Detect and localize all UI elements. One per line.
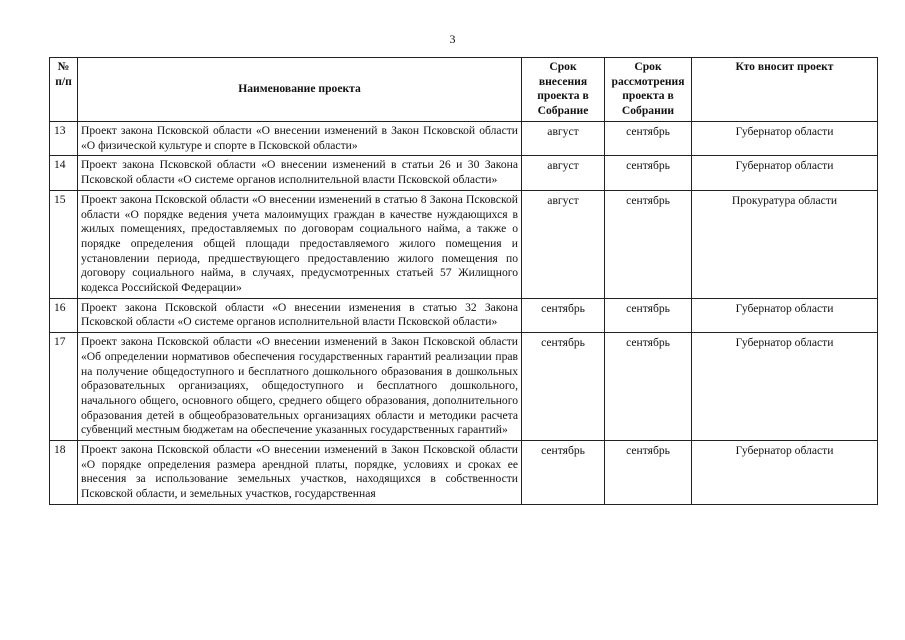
row-num: 15: [50, 190, 78, 298]
row-project-name: Проект закона Псковской области «О внесении изменений в Закон Псковской области «О порядке определения размера арендной платы, порядке, условиях и сроках ее внесения за использование земельных участков, находящихся в собственности Псковской области, и земельных участков, государственная: [78, 441, 522, 505]
row-review-deadline: сентябрь: [605, 190, 692, 298]
row-submit-deadline: август: [522, 156, 605, 190]
row-review-deadline: сентябрь: [605, 333, 692, 441]
row-project-name: Проект закона Псковской области «О внесении изменений в статьи 26 и 30 Закона Псковской области «О системе органов исполнительной власти Псковской области»: [78, 156, 522, 190]
legislative-plan-table: [49, 57, 878, 505]
row-num: 14: [50, 156, 78, 190]
row-submit-deadline: сентябрь: [522, 298, 605, 332]
row-project-name: Проект закона Псковской области «О внесении изменений в статью 8 Закона Псковской области «О порядке ведения учета малоимущих граждан в качестве нуждающихся в жилых помещениях, предоставляемых по договорам социального найма, а также о порядке определения общей площади предоставляемого жилого помещения и установлении периода, предшествующего предоставлению жилого помещения по договору социального найма, в случаях, предусмотренных статьей 57 Жилищного кодекса Российской Федерации»: [78, 190, 522, 298]
row-author: Губернатор области: [692, 441, 878, 505]
table-row: [50, 298, 878, 332]
table-header-row: [50, 58, 878, 122]
table-row: [50, 122, 878, 156]
row-review-deadline: сентябрь: [605, 298, 692, 332]
header-num: № п/п: [50, 58, 78, 122]
row-review-deadline: сентябрь: [605, 122, 692, 156]
header-project-name: Наименование проекта: [78, 58, 522, 122]
page-number: 3: [449, 32, 456, 46]
row-author: Губернатор области: [692, 298, 878, 332]
row-project-name: Проект закона Псковской области «О внесении изменений в Закон Псковской области «О физической культуре и спорте в Псковской области»: [78, 122, 522, 156]
row-num: 13: [50, 122, 78, 156]
row-submit-deadline: сентябрь: [522, 333, 605, 441]
header-author: Кто вносит проект: [692, 58, 878, 122]
row-num: 18: [50, 441, 78, 505]
table-row: [50, 190, 878, 298]
header-submit-deadline: Срок внесения проекта в Собрание: [522, 58, 605, 122]
row-num: 17: [50, 333, 78, 441]
row-author: Губернатор области: [692, 333, 878, 441]
row-review-deadline: сентябрь: [605, 156, 692, 190]
row-review-deadline: сентябрь: [605, 441, 692, 505]
header-review-deadline: Срок рассмотрения проекта в Собрании: [605, 58, 692, 122]
row-author: Губернатор области: [692, 156, 878, 190]
table-row: [50, 441, 878, 505]
row-project-name: Проект закона Псковской области «О внесении изменений в Закон Псковской области «Об определении нормативов обеспечения государственных гарантий реализации прав на получение общедоступного и бесплатного дошкольного образования в дошкольных образовательных организациях, общедоступного и бесплатного дошкольного, начального общего, основного общего, среднего общего образования, дополнительного образования детей в общеобразовательных организациях области и методики расчета субвенций местным бюджетам на обеспечение указанных государственных гарантий»: [78, 333, 522, 441]
row-project-name: Проект закона Псковской области «О внесении изменения в статью 32 Закона Псковской области «О системе органов исполнительной власти Псковской области»: [78, 298, 522, 332]
row-submit-deadline: август: [522, 190, 605, 298]
row-author: Прокуратура области: [692, 190, 878, 298]
row-submit-deadline: сентябрь: [522, 441, 605, 505]
table-row: [50, 333, 878, 441]
row-submit-deadline: август: [522, 122, 605, 156]
row-author: Губернатор области: [692, 122, 878, 156]
table-row: [50, 156, 878, 190]
row-num: 16: [50, 298, 78, 332]
